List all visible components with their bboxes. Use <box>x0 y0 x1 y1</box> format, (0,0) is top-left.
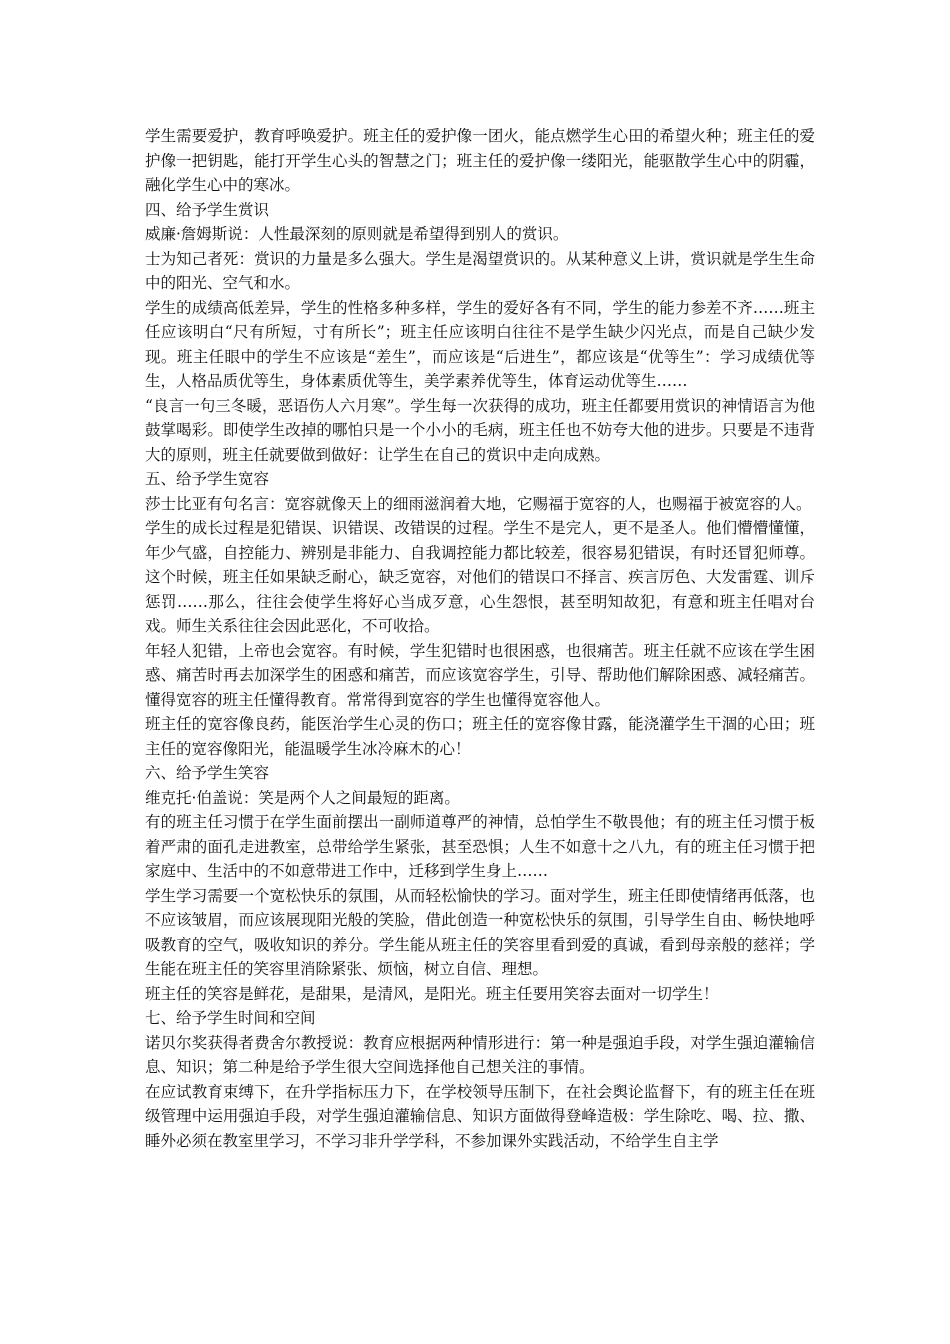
paragraph: 年轻人犯错，上帝也会宽容。有时候，学生犯错时也很困惑，也很痛苦。班主任就不应该在学生困惑、痛苦时再去加深学生的困惑和痛苦，而应该宽容学生，引导、帮助他们解除困惑、减轻痛苦。懂得宽容的班主任懂得教育。常常得到宽容的学生也懂得宽容他人。 <box>145 641 815 709</box>
paragraph: 威廉·詹姆斯说：人性最深刻的原则就是希望得到别人的赏识。 <box>145 225 569 243</box>
section-heading: 六、给予学生笑容 <box>145 764 270 782</box>
paragraph: 在应试教育束缚下，在升学指标压力下，在学校领导压制下，在社会舆论监督下，有的班主任在班级管理中运用强迫手段，对学生强迫灌输信息、知识方面做得登峰造极：学生除吃、喝、拉、撒、睡外必须在教室里学习，不学习非升学学科，不参加课外实践活动，不给学生自主学 <box>145 1082 815 1150</box>
document-page <box>145 124 815 1153</box>
section-heading: 五、给予学生宽容 <box>145 470 270 488</box>
section-heading: 七、给予学生时间和空间 <box>145 1009 316 1027</box>
paragraph: 诺贝尔奖获得者费舍尔教授说：教育应根据两种情形进行：第一种是强迫手段，对学生强迫灌输信息、知识；第二种是给予学生很大空间选择他自己想关注的事情。 <box>145 1033 815 1076</box>
paragraph: 士为知己者死：赏识的力量是多么强大。学生是渴望赏识的。从某种意义上讲，赏识就是学生生命中的阳光、空气和水。 <box>145 249 815 292</box>
paragraph: 学生的成长过程是犯错误、识错误、改错误的过程。学生不是完人，更不是圣人。他们懵懵懂懂，年少气盛，自控能力、辨别是非能力、自我调控能力都比较差，很容易犯错误，有时还冒犯师尊。这个时候，班主任如果缺乏耐心，缺乏宽容，对他们的错误口不择言、疾言厉色、大发雷霆、训斥惩罚……那么，往往会使学生将好心当成歹意，心生怨恨，甚至明知故犯，有意和班主任唱对台戏。师生关系往往会因此恶化，不可收拾。 <box>145 519 815 635</box>
paragraph: 班主任的宽容像良药，能医治学生心灵的伤口；班主任的宽容像甘露，能浇灌学生干涸的心田；班主任的宽容像阳光，能温暖学生冰冷麻木的心！ <box>145 715 815 758</box>
paragraph: 学生学习需要一个宽松快乐的氛围，从而轻松愉快的学习。面对学生，班主任即使情绪再低落，也不应该皱眉，而应该展现阳光般的笑脸，借此创造一种宽松快乐的氛围，引导学生自由、畅快地呼吸教育的空气，吸收知识的养分。学生能从班主任的笑容里看到爱的真诚，看到母亲般的慈祥；学生能在班主任的笑容里消除紧张、烦恼，树立自信、理想。 <box>145 886 815 978</box>
paragraph: 班主任的笑容是鲜花，是甜果，是清风，是阳光。班主任要用笑容去面对一切学生！ <box>145 984 719 1003</box>
paragraph: 学生需要爱护，教育呼唤爱护。班主任的爱护像一团火，能点燃学生心田的希望火种；班主任的爱护像一把钥匙，能打开学生心头的智慧之门；班主任的爱护像一缕阳光，能驱散学生心中的阴霾，融化学生心中的寒冰。 <box>145 127 815 194</box>
paragraph: 学生的成绩高低差异，学生的性格多种多样，学生的爱好各有不同，学生的能力参差不齐……班主任应该明白“尺有所短，寸有所长”；班主任应该明白往往不是学生缺少闪光点，而是自己缺少发现。班主任眼中的学生不应该是“差生”，而应该是“后进生”，都应该是“优等生”：学习成绩优等生，人格品质优等生，身体素质优等生，美学素养优等生，体育运动优等生…… <box>145 298 815 390</box>
paragraph: “良言一句三冬暖，恶语伤人六月寒”。学生每一次获得的成功，班主任都要用赏识的神情语言为他鼓掌喝彩。即使学生改掉的哪怕只是一个小小的毛病，班主任也不妨夸大他的进步。只要是不违背大的原则，班主任就要做到做好：让学生在自己的赏识中走向成熟。 <box>145 396 815 464</box>
paragraph: 莎士比亚有句名言：宽容就像天上的细雨滋润着大地，它赐福于宽容的人，也赐福于被宽容的人。 <box>145 494 812 513</box>
section-heading: 四、给予学生赏识 <box>145 200 270 219</box>
paragraph: 有的班主任习惯于在学生面前摆出一副师道尊严的神情，总怕学生不敬畏他；有的班主任习惯于板着严肃的面孔走进教室，总带给学生紧张，甚至恐惧；人生不如意十之八九，有的班主任习惯于把家庭中、生活中的不如意带进工作中，迁移到学生身上…… <box>145 813 815 880</box>
paragraph: 维克托·伯盖说：笑是两个人之间最短的距离。 <box>145 788 460 807</box>
